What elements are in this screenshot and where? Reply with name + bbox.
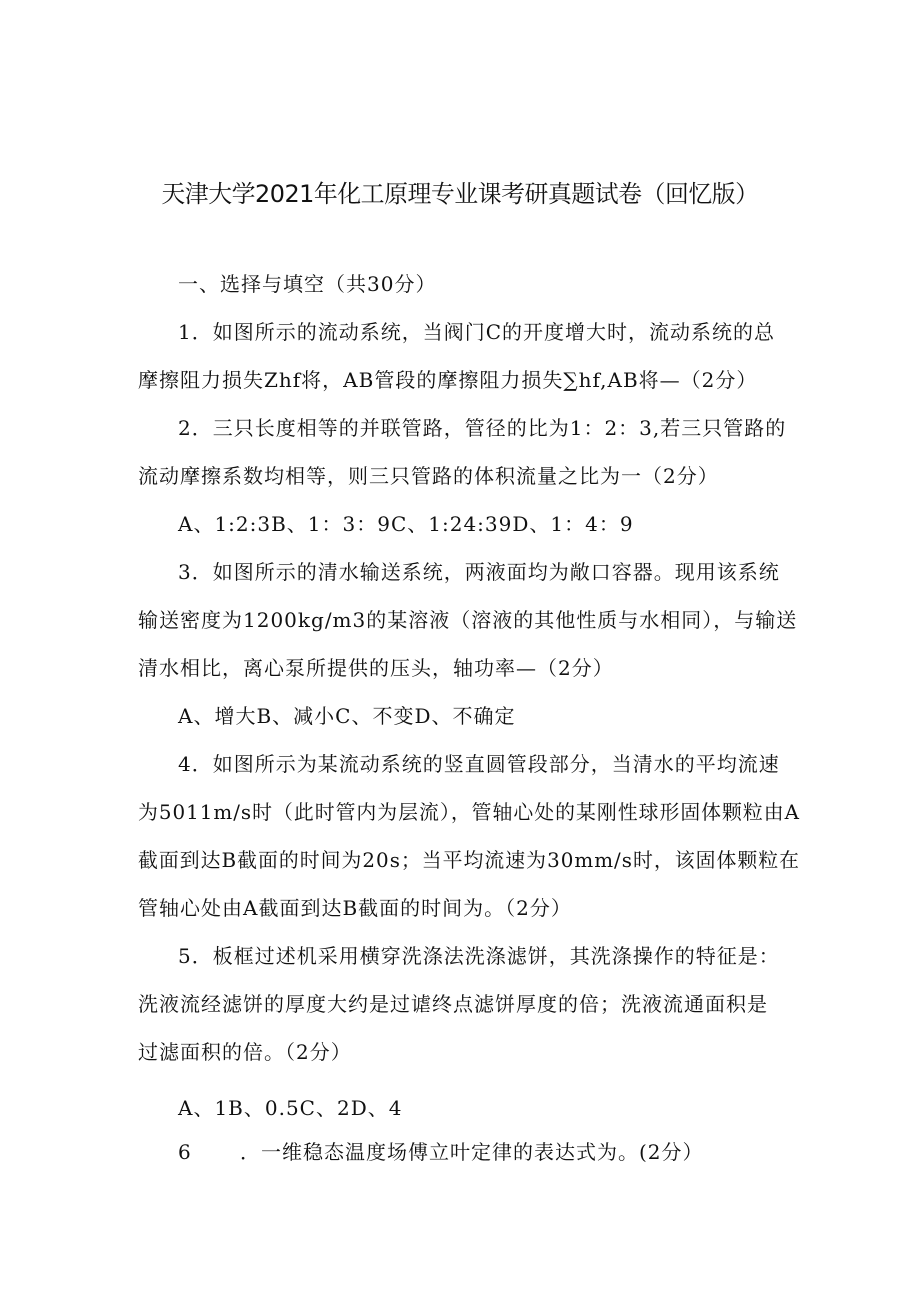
question-4-line-2: 为5011m/s时（此时管内为层流），管轴心处的某刚性球形固体颗粒由A <box>138 800 800 824</box>
question-4-line-4: 管轴心处由A截面到达B截面的时间为。（2分） <box>138 896 572 920</box>
question-2-line-1: 2．三只长度相等的并联管路，管径的比为1：2：3,若三只管路的 <box>178 416 787 440</box>
question-5-line-3: 过滤面积的倍。（2分） <box>138 1040 352 1064</box>
section-heading: 一、选择与填空（共30分） <box>178 272 437 296</box>
question-3-line-2: 输送密度为1200kg/m3的某溶液（溶液的其他性质与水相同），与输送 <box>138 608 798 632</box>
question-3-options: A、增大B、减小C、不变D、不确定 <box>178 704 516 728</box>
question-5-line-2: 洗液流经滤饼的厚度大约是过谑终点滤饼厚度的倍；洗液流通面积是 <box>138 992 768 1016</box>
question-2-line-2: 流动摩擦系数均相等，则三只管路的体积流量之比为一（2分） <box>138 464 719 488</box>
question-1-line-1: 1．如图所示的流动系统，当阀门C的开度增大时，流动系统的总 <box>178 320 776 344</box>
question-4-line-3: 截面到达B截面的时间为20s；当平均流速为30mm/s时，该固体颗粒在 <box>138 848 801 872</box>
question-5-line-1: 5．板框过述机采用横穿洗涤法洗涤滤饼，其洗涤操作的特征是： <box>178 944 780 968</box>
question-6-number: 6 <box>178 1140 192 1164</box>
document-title: 天津大学2021年化工原理专业课考研真题试卷（回忆版） <box>161 180 759 208</box>
question-6 <box>178 1138 704 1166</box>
question-5-options: A、1B、0.5C、2D、4 <box>178 1096 403 1120</box>
question-3-line-3: 清水相比，离心泵所提供的压头，轴功率—（2分） <box>138 656 614 680</box>
question-1-line-2: 摩擦阻力损失Zhf将，AB管段的摩擦阻力损失∑hf,AB将—（2分） <box>138 368 758 392</box>
question-4-line-1: 4．如图所示为某流动系统的竖直圆管段部分，当清水的平均流速 <box>178 752 780 776</box>
question-3-line-1: 3．如图所示的清水输送系统，两液面均为敞口容器。现用该系统 <box>178 560 780 584</box>
question-2-options: A、1:2:3B、1：3：9C、1:24:39D、1：4：9 <box>178 512 634 536</box>
question-6-text: ．一维稳态温度场傅立叶定律的表达式为。(2分） <box>240 1140 704 1164</box>
